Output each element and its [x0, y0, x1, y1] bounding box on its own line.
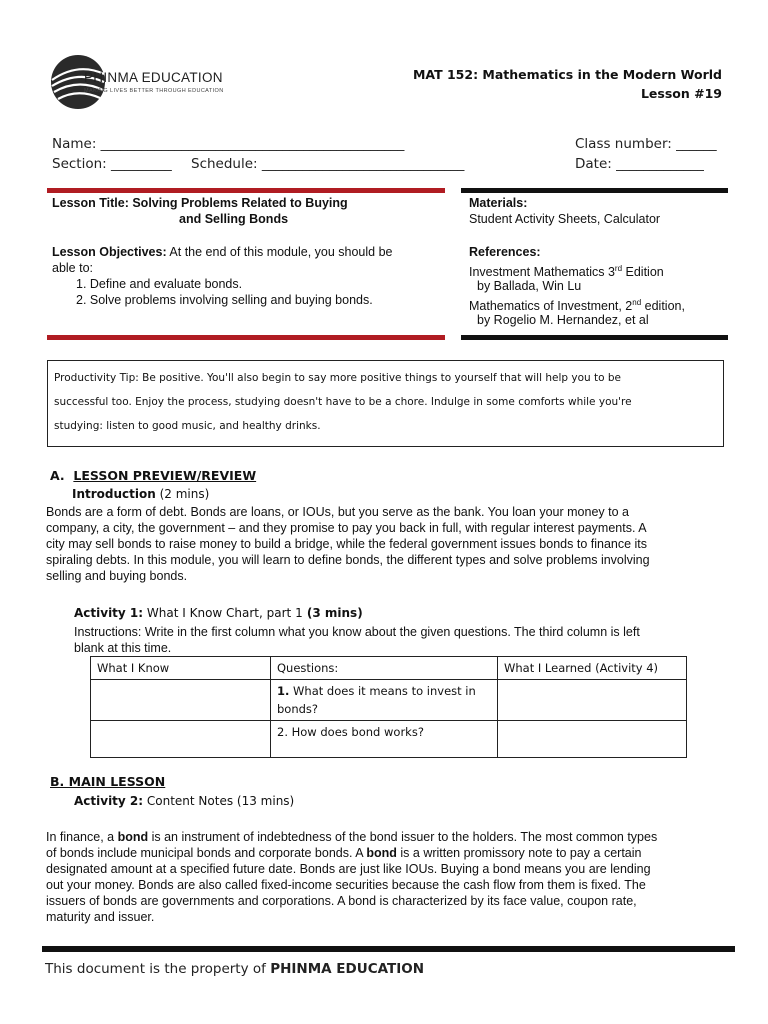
activity-1-name: What I Know Chart, part 1 — [143, 606, 303, 620]
productivity-tip-box — [47, 360, 724, 447]
question-cell: 2. How does bond works? — [271, 721, 498, 758]
reference-1-author: by Ballada, Win Lu — [477, 279, 582, 293]
activity-2-heading — [74, 794, 294, 808]
lesson-number: Lesson #19 — [640, 86, 722, 101]
what-i-learned-cell[interactable] — [498, 680, 687, 721]
tip-line: studying: listen to good music, and healthy drinks. — [54, 420, 321, 432]
introduction-heading — [72, 487, 209, 501]
paragraph-line: maturity and issuer. — [46, 910, 155, 924]
activity-1-instructions: Instructions: Write in the first column what you know about the given questions. The third column is left — [74, 625, 640, 639]
introduction-label: Introduction — [72, 487, 156, 501]
footer-property-text: This document is the property of — [45, 961, 271, 977]
references-label: References: — [469, 245, 541, 259]
paragraph-text: is an instrument of indebtedness of the bond issuer to the holders. The most common types — [148, 830, 658, 844]
reference-2-title: Mathematics of Investment, 2 — [469, 299, 633, 314]
question-1-text: What does it means to invest in — [289, 684, 476, 698]
table-row — [91, 657, 687, 680]
reference-1-title: Investment Mathematics 3 — [469, 265, 615, 280]
class-number-field[interactable]: Class number: ______ — [575, 136, 717, 152]
what-i-know-cell[interactable] — [91, 680, 271, 721]
reference-1-sup: rd — [614, 264, 623, 273]
what-i-learned-cell[interactable] — [498, 721, 687, 758]
what-i-know-cell[interactable] — [91, 721, 271, 758]
table-header: What I Know — [91, 657, 271, 680]
paragraph-line — [46, 845, 726, 861]
objectives-label: Lesson Objectives: — [52, 245, 167, 259]
bond-term: bond — [117, 830, 149, 844]
paragraph-text: of bonds include municipal bonds and corporate bonds. A — [46, 846, 367, 860]
brand-tagline: MAKING LIVES BETTER THROUGH EDUCATION — [84, 88, 224, 94]
activity-1-heading — [74, 606, 363, 620]
paragraph-text: is a written promissory note to pay a certain — [396, 846, 642, 860]
tip-line: Productivity Tip: Be positive. You'll also begin to say more positive things to yourself that will help you to be — [54, 372, 622, 384]
lesson-title-line-2: and Selling Bonds — [179, 212, 289, 226]
paragraph-line: company, a city, the government – and they promise to pay you back in full, with regular interest payments. A — [46, 521, 647, 535]
section-field[interactable]: Section: _________ — [52, 156, 172, 172]
introduction-time: (2 mins) — [155, 487, 210, 501]
footer-brand: PHINMA EDUCATION — [270, 961, 425, 977]
bond-term: bond — [366, 846, 397, 860]
section-b-heading: B. MAIN LESSON — [50, 774, 166, 789]
activity-1-label: Activity 1: — [74, 606, 144, 620]
activity-1-instructions-2: blank at this time. — [74, 641, 172, 655]
materials-text: Student Activity Sheets, Calculator — [469, 212, 661, 226]
section-a-letter: A. — [50, 468, 65, 483]
question-1-number: 1. — [277, 684, 290, 698]
schedule-field[interactable]: Schedule: ______________________________ — [191, 156, 465, 172]
paragraph-line: out your money. Bonds are also called fixed-income securities because the cash flow from them is fixed. The — [46, 878, 646, 892]
footer-text — [45, 961, 424, 977]
paragraph-line: issuers of bonds are governments and corporations. A bond is characterized by its face value, coupon rate, — [46, 894, 637, 908]
date-field[interactable]: Date: _____________ — [575, 156, 704, 172]
table-row — [91, 680, 687, 721]
question-cell — [271, 680, 498, 721]
course-title: MAT 152: Mathematics in the Modern World — [412, 67, 722, 82]
materials-box-bottom-rule — [461, 335, 728, 340]
tip-line: successful too. Enjoy the process, studying doesn't have to be a chore. Indulge in some comforts while you're — [54, 396, 632, 408]
footer-rule — [42, 946, 735, 952]
table-header: What I Learned (Activity 4) — [498, 657, 687, 680]
name-field[interactable]: Name: _____________________________________________ — [52, 136, 405, 152]
lesson-objectives — [52, 244, 392, 260]
section-a-heading — [50, 468, 256, 483]
section-a-title: LESSON PREVIEW/REVIEW — [73, 468, 257, 483]
brand-name: PHINMA EDUCATION — [84, 70, 223, 85]
materials-label: Materials: — [469, 196, 528, 210]
what-i-know-chart — [90, 656, 687, 758]
activity-1-time: (3 mins) — [302, 606, 363, 620]
paragraph-text: In finance, a — [46, 830, 118, 844]
lesson-box-top-rule — [47, 188, 445, 193]
paragraph-line: Bonds are a form of debt. Bonds are loans, or IOUs, but you serve as the bank. You loan your money to a — [46, 505, 629, 519]
materials-box-top-rule — [461, 188, 728, 193]
reference-1-edition: Edition — [622, 265, 664, 280]
reference-2-sup: nd — [632, 298, 642, 307]
lesson-box-bottom-rule — [47, 335, 445, 340]
paragraph-line — [46, 829, 726, 845]
objectives-intro: At the end of this module, you should be — [166, 245, 393, 259]
objective-item: 1. Define and evaluate bonds. — [76, 277, 243, 291]
paragraph-line: selling and buying bonds. — [46, 569, 188, 583]
content-notes-paragraph — [46, 829, 726, 925]
objective-item: 2. Solve problems involving selling and buying bonds. — [76, 293, 373, 307]
paragraph-line: spiraling debts. In this module, you will learn to define bonds, the different types and solve problems involving — [46, 553, 650, 567]
reference-2-edition: edition, — [641, 299, 685, 314]
table-header: Questions: — [271, 657, 498, 680]
activity-2-name: Content Notes (13 mins) — [143, 794, 295, 808]
lesson-title-line-1: Lesson Title: Solving Problems Related to Buying — [52, 196, 348, 210]
paragraph-line: designated amount at a specified future date. Bonds are just like IOUs. Buying a bond means you are lending — [46, 862, 651, 876]
paragraph-line: city may sell bonds to raise money to build a bridge, while the federal government issues bonds to finance its — [46, 537, 648, 551]
reference-2-author: by Rogelio M. Hernandez, et al — [477, 313, 649, 327]
objectives-intro-2: able to: — [52, 261, 94, 275]
activity-2-label: Activity 2: — [74, 794, 144, 808]
introduction-paragraph — [46, 504, 726, 584]
question-1-text-2: bonds? — [277, 702, 319, 716]
table-row — [91, 721, 687, 758]
